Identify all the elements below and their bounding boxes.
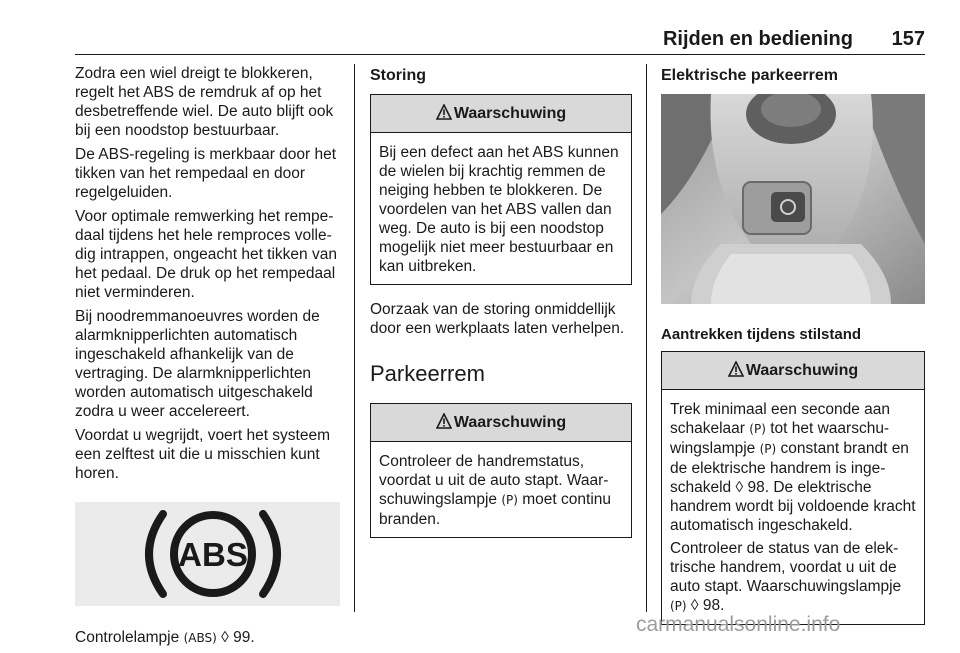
section-title-header: Rijden en bediening (662, 28, 853, 50)
paragraph-self-test: Voordat u wegrijdt, voert het systeem een zelftest uit die u misschien kunt horen. (75, 427, 331, 482)
warning-triangle-icon (436, 413, 452, 429)
paragraph-abs-noise: De ABS-regeling is merkbaar door het tikken van het rempedaal en door regelgeluiden. (75, 146, 337, 201)
warning-text-abs: Bij een defect aan het ABS kunnen de wielen bij krachtig remmen de neiging hebben te blokkeren. De voordelen van het ABS vallen dan weg. De auto is bij een noodstop mogelijk niet meer bestuurbaar en kan uitbreken. (379, 144, 619, 275)
warning-text-part: Controleer de status van de elek-trische handrem, voordat u uit de auto stapt. Waarschuwingslampje (670, 540, 902, 595)
column-1 (75, 64, 340, 653)
caption-text: Controlelampje (75, 629, 180, 646)
page-number: 157 (891, 28, 925, 50)
warning-triangle-icon (728, 361, 744, 377)
warning-title: Waarschuwing (745, 362, 859, 379)
column-3 (661, 64, 925, 625)
parking-lamp-icon: (P) (501, 493, 518, 507)
caption-page-ref: 99. (233, 629, 255, 646)
warning-text-part: Trek minimaal een seconde aan schakelaar (670, 401, 890, 437)
warning-text-part: Controleer de handremstatus, voordat u uit de auto stapt. Waar-schuwingslampje (379, 453, 609, 508)
figure-caption (75, 628, 340, 648)
page-ref-icon: ◊ (735, 479, 744, 496)
subheading-apply-stationary: Aantrekken tijdens stilstand (661, 326, 862, 343)
warning-text-part: constant brandt en de elektrische handrem is inge-schakeld (670, 440, 909, 496)
parking-brake-switch-illustration (661, 94, 925, 304)
column-divider-1 (354, 64, 355, 612)
heading-storing: Storing (370, 67, 426, 84)
heading-parkeerrem: Parkeerrem (370, 361, 485, 386)
abs-icon-label: ABS (178, 536, 248, 573)
page-header (75, 28, 925, 52)
warning-text-part: 98. (702, 597, 725, 614)
watermark: carmanualsonline.info (636, 613, 841, 636)
paragraph-hazard-lights: Bij noodremmanoeuvres worden de alarmknipperlichten automatisch ingeschakeld afhankelijk van de vertraging. De alarmknipperlichten worden automatisch uitgeschakeld zodra u weer accelereert. (75, 308, 320, 420)
abs-icon (75, 502, 340, 606)
parking-lamp-icon: (P) (670, 599, 687, 613)
warning-box-header (371, 95, 631, 133)
abs-lamp-icon: (ABS) (183, 631, 217, 645)
column-divider-2 (646, 64, 647, 612)
parking-lamp-icon: (P) (759, 442, 777, 456)
parking-brake-photo (661, 94, 925, 304)
column-2 (370, 64, 632, 538)
warning-box-header (371, 404, 631, 442)
warning-triangle-icon (436, 104, 452, 120)
warning-text-part: 98. De elektrische handrem wordt bij voldoende kracht automatisch ingeschakeld. (670, 479, 916, 534)
warning-box-electric-brake (661, 351, 925, 625)
warning-box-body (662, 390, 924, 624)
warning-box-header (662, 352, 924, 390)
heading-electric-parking-brake: Elektrische parkeerrem (661, 67, 838, 84)
page-ref-icon: ◊ (221, 629, 229, 646)
warning-box-body (371, 442, 631, 537)
paragraph-repair: Oorzaak van de storing onmiddellijk door een werkplaats laten verhelpen. (370, 301, 625, 337)
header-rule (75, 54, 925, 55)
warning-title: Waarschuwing (453, 414, 567, 431)
warning-text-handbrake (379, 452, 624, 529)
parking-switch-icon: (P) (749, 422, 766, 436)
page-ref-icon: ◊ (690, 597, 699, 614)
warning-text-part: moet continu branden. (379, 491, 612, 528)
warning-text-check (670, 539, 917, 616)
paragraph-abs-pedal: Voor optimale remwerking het rempe-daal tijdens het hele remproces volle-dig intrappen, ongeacht het tikken van het pedaal. De druk op het rempedaal niet verminderen. (75, 208, 337, 301)
warning-text-part: tot het waarschu-wingslampje (670, 420, 890, 457)
warning-title: Waarschuwing (453, 105, 567, 122)
warning-box-abs (370, 94, 632, 285)
warning-text-apply (670, 400, 917, 535)
warning-box-body (371, 133, 631, 284)
paragraph-abs-intro: Zodra een wiel dreigt te blokkeren, regelt het ABS de remdruk af op het desbetreffende wiel. De auto blijft ook bij een noodstop bestuurbaar. (75, 65, 334, 139)
abs-warning-light-image (75, 502, 340, 606)
warning-box-handbrake (370, 403, 632, 538)
